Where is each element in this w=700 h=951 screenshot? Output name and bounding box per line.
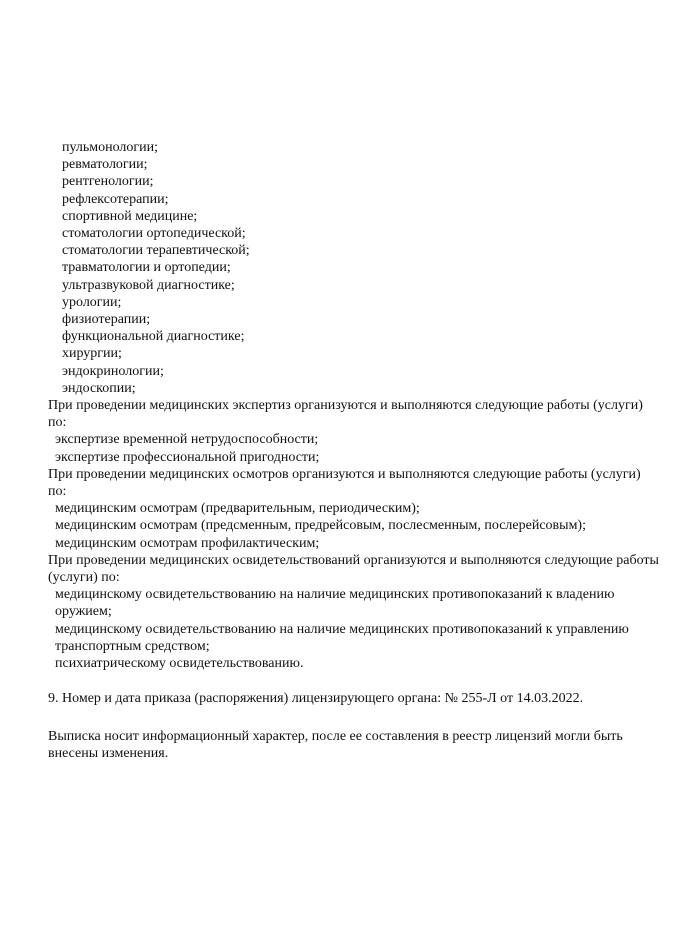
specialty-list [48,139,660,397]
examinations-list [48,500,660,552]
spacer [48,708,660,728]
specialty-item: пульмонологии; [62,140,159,155]
specialty-item: рефлексотерапии; [62,191,169,207]
certification-item: психиатрическому освидетельствованию. [55,656,304,672]
document-body [48,139,660,762]
specialty-item: ревматологии; [62,157,148,173]
specialty-item: хирургии; [62,346,122,362]
specialty-item: эндокринологии; [62,363,164,379]
certifications-intro: При проведении медицинских освидетельствований организуются и выполняются следующие работы (услуги) по: [48,552,659,586]
specialty-item: функциональной диагностике; [62,329,245,345]
disclaimer-paragraph: Выписка носит информационный характер, после ее составления в реестр лицензий могли быть внесены изменения. [48,728,623,761]
certifications-list [48,586,660,672]
spacer [48,672,660,690]
specialty-item: стоматологии терапевтической; [62,243,250,259]
expertise-item: экспертизе временной нетрудоспособности; [55,432,319,448]
specialty-item: урологии; [62,294,122,310]
specialty-item: спортивной медицине; [62,208,198,224]
specialty-item: эндоскопии; [62,380,136,396]
specialty-item: травматологии и ортопедии; [62,260,231,276]
specialty-item: физиотерапии; [62,312,151,328]
expertise-intro: При проведении медицинских экспертиз организуются и выполняются следующие работы (услуги) по: [48,398,643,431]
certification-item: медицинскому освидетельствованию на наличие медицинских противопоказаний к владению оружием; [55,587,615,620]
examination-item: медицинским осмотрам (предсменным, предрейсовым, послесменным, послерейсовым); [55,518,586,534]
examinations-intro: При проведении медицинских осмотров организуются и выполняются следующие работы (услуги) по: [48,466,641,500]
specialty-item: ультразвуковой диагностике; [62,277,235,293]
specialty-item: стоматологии ортопедической; [62,226,246,242]
examination-item: медицинским осмотрам профилактическим; [55,535,320,551]
certification-item: медицинскому освидетельствованию на наличие медицинских противопоказаний к управлению транспортным средством; [55,621,629,654]
examination-item: медицинским осмотрам (предварительным, периодическим); [55,501,420,517]
specialty-item: рентгенологии; [62,174,154,190]
expertise-item: экспертизе профессиональной пригодности; [55,449,320,465]
expertise-list [48,431,660,465]
order-paragraph: 9. Номер и дата приказа (распоряжения) лицензирующего органа: № 255-Л от 14.03.2022. [48,691,584,707]
